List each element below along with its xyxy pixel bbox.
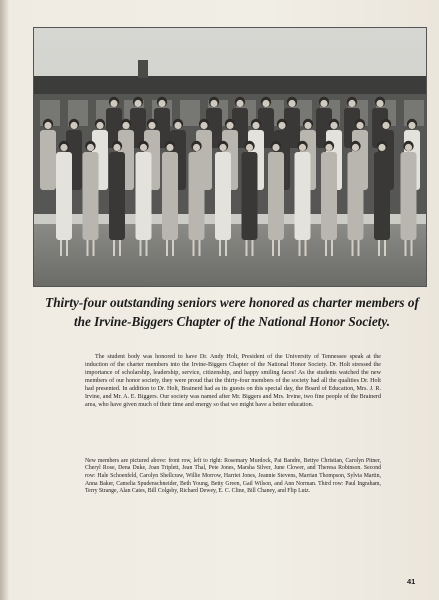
student-leg bbox=[60, 240, 62, 256]
student-leg bbox=[93, 240, 95, 256]
student-leg bbox=[166, 240, 168, 256]
student-figure bbox=[136, 141, 152, 240]
building-chimney bbox=[138, 60, 148, 78]
student-leg bbox=[325, 240, 327, 256]
student-leg bbox=[278, 240, 280, 256]
article-paragraph: The student body was honored to have Dr. Andy Holt, President of the University of Tennessee speak at the induction of the charter members into the Irvine-Biggers Chapter of the National Honor Society. Dr. Holt stressed the importance of scholarship, leadership, service, citizenship, and happy smiling faces! As the students watched the new members of our honor society, they were proud that the thirty-four members of the society had all the qualities Dr. Holt had presented. In addition to Dr. Holt, Brainerd had as its guests on this special day, the Board of Education, Mrs. J. R. Irvine, and Mr. A. E. Biggers. Our society was named after Mr. Biggers and Mrs. Irvine, two fine people of the Brainerd area, who have given much of their time and energy so that we might have a better education. bbox=[85, 354, 381, 408]
student-figure bbox=[189, 141, 205, 240]
student-leg bbox=[411, 240, 413, 256]
student-figure bbox=[295, 141, 311, 240]
student-leg bbox=[352, 240, 354, 256]
student-leg bbox=[305, 240, 307, 256]
student-figure bbox=[242, 141, 258, 240]
page-spine-shadow bbox=[0, 0, 8, 600]
student-figure bbox=[56, 141, 72, 240]
student-leg bbox=[272, 240, 274, 256]
student-leg bbox=[172, 240, 174, 256]
student-leg bbox=[252, 240, 254, 256]
student-leg bbox=[140, 240, 142, 256]
student-leg bbox=[87, 240, 89, 256]
student-figure bbox=[348, 141, 364, 240]
student-leg bbox=[193, 240, 195, 256]
student-figure bbox=[83, 141, 99, 240]
student-leg bbox=[358, 240, 360, 256]
student-figure bbox=[109, 141, 125, 240]
building-roof bbox=[34, 76, 426, 94]
student-figure bbox=[321, 141, 337, 240]
member-names-list: New members are pictured above: front row, left to right: Rosemary Murdock, Pat Bandre, Bettye Christian, Carolyn Pitner, Cheryl Rose, Dena Duke, Joan Triplett, Jean Thal, Pete Jones, Marsha Silver, June Clower, and Theresa Robinson. Second row: Hale Schoenfeld, Carolyn Shellcraw, Willie Morrow, Harriet Jones, Jeannie Stevens, Marrian Thompson, Sylvia Martin, Anna Baker, Camelia Spudenschneider, Beth Young, Betty Green, Gail Wilson, and Ann Norman. Third row: Paul Ingraham, Terry Strange, Alan Cates, Bill Colgsby, Richard Dewey, E. C. Cline, Bill Chaney, and Flip Lutz. bbox=[85, 457, 381, 495]
student-figure bbox=[162, 141, 178, 240]
student-leg bbox=[331, 240, 333, 256]
photo-headline: Thirty-four outstanding seniors were honored as charter members of the Irvine-Biggers Chapter of the National Honor Society. bbox=[45, 295, 419, 329]
student-leg bbox=[378, 240, 380, 256]
student-leg bbox=[405, 240, 407, 256]
student-figure bbox=[215, 141, 231, 240]
student-leg bbox=[146, 240, 148, 256]
group-photo-illustration bbox=[34, 28, 426, 286]
student-leg bbox=[219, 240, 221, 256]
page-number: 41 bbox=[407, 577, 416, 586]
student-leg bbox=[113, 240, 115, 256]
student-leg bbox=[66, 240, 68, 256]
building-window bbox=[180, 100, 200, 126]
student-figure bbox=[401, 141, 417, 240]
student-leg bbox=[246, 240, 248, 256]
group-photo bbox=[34, 28, 426, 286]
student-leg bbox=[119, 240, 121, 256]
student-figure bbox=[268, 141, 284, 240]
student-leg bbox=[225, 240, 227, 256]
student-group bbox=[40, 97, 420, 256]
student-figure bbox=[374, 141, 390, 240]
student-leg bbox=[199, 240, 201, 256]
student-leg bbox=[384, 240, 386, 256]
student-leg bbox=[299, 240, 301, 256]
